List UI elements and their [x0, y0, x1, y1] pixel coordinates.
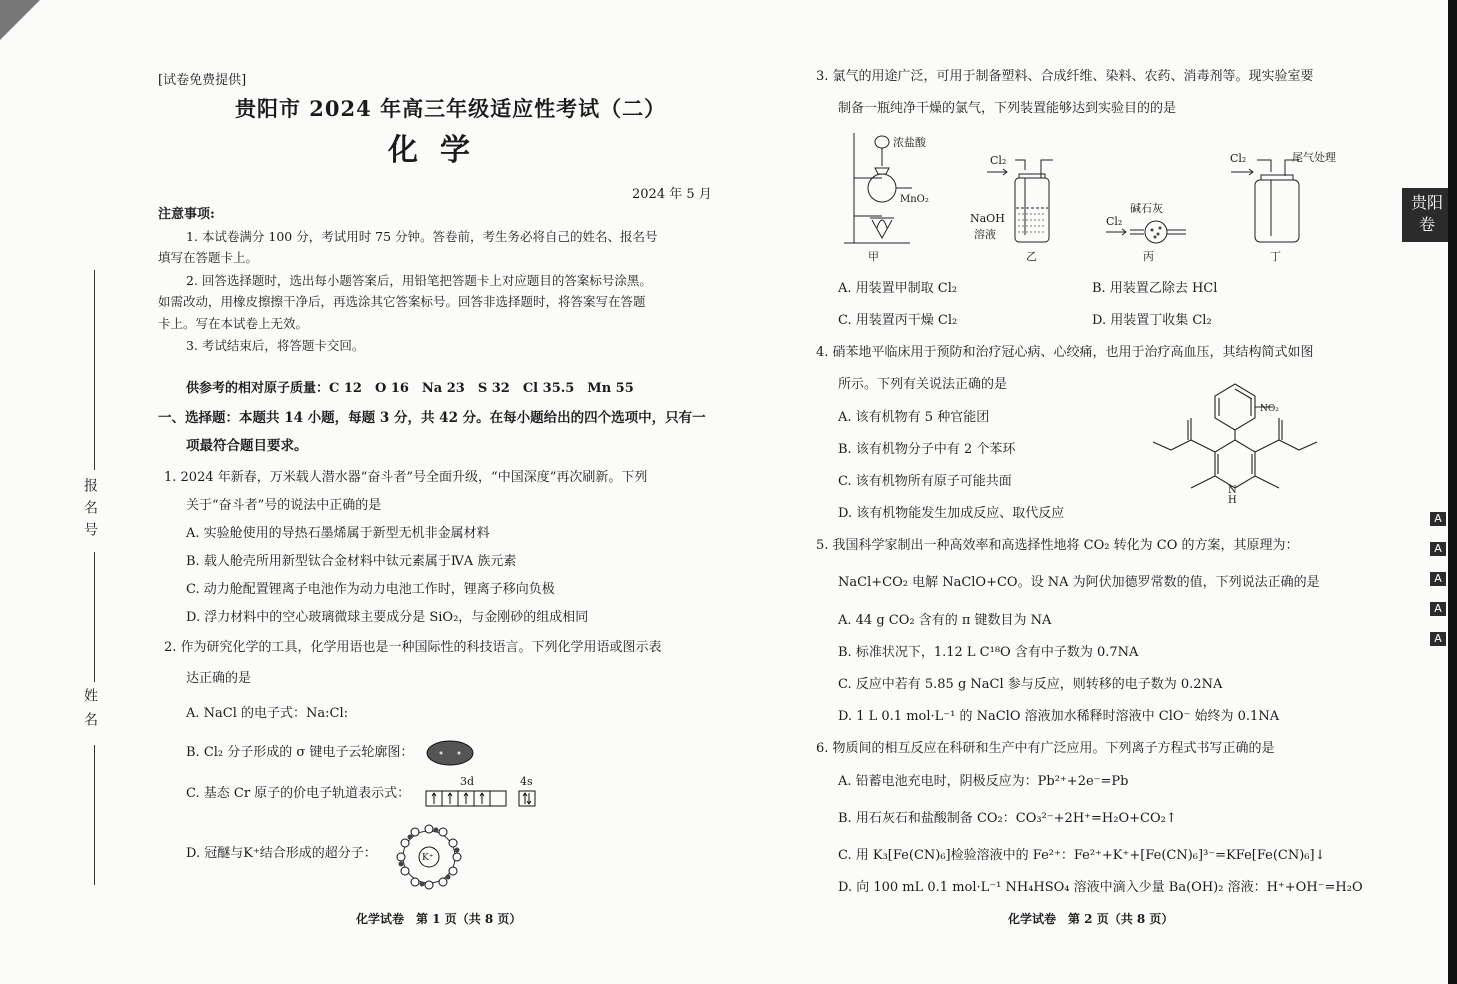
q2-stem-cont: 达正确的是: [186, 671, 252, 686]
binding-line: [94, 270, 95, 470]
q4-option-b: B. 该有机物分子中有 2 个苯环: [838, 442, 1016, 457]
side-label-registration: 报名号: [82, 478, 98, 544]
q5-option-a: A. 44 g CO₂ 含有的 π 键数目为 NA: [838, 613, 1052, 628]
q1-option-d: D. 浮力材料中的空心玻璃微球主要成分是 SiO₂，与金刚砂的组成相同: [186, 610, 589, 625]
q5-option-c: C. 反应中若有 5.85 g NaCl 参与反应，则转移的电子数为 0.2NA: [838, 677, 1223, 692]
a-mark: A: [1430, 542, 1446, 556]
q1-option-a: A. 实验舱使用的导热石墨烯属于新型无机非金属材料: [186, 526, 490, 541]
q3-option-c: C. 用装置丙干燥 Cl₂: [838, 313, 958, 328]
subject-title: 化学: [388, 133, 492, 168]
q4-option-a: A. 该有机物有 5 种官能团: [838, 410, 990, 425]
q2-option-b: B. Cl₂ 分子形成的 σ 键电子云轮廓图：: [186, 745, 414, 760]
q5-stem: 5. 我国科学家制出一种高效率和高选择性地将 CO₂ 转化为 CO 的方案，其原理为：: [816, 538, 1299, 553]
notice-line: 2. 回答选择题时，选出每小题答案后，用铅笔把答题卡上对应题目的答案标号涂黑。: [186, 273, 652, 288]
q4-stem: 4. 硝苯地平临床用于预防和治疗冠心病、心绞痛，也用于治疗高血压，其结构简式如图: [816, 345, 1314, 360]
page-1-footer: 化学试卷 第 1 页（共 8 页）: [356, 912, 522, 926]
a-mark: A: [1430, 572, 1446, 586]
region-tab-line1: 贵阳: [1410, 193, 1443, 212]
q5-option-d: D. 1 L 0.1 mol·L⁻¹ 的 NaClO 溶液加水稀释时溶液中 ClO⁻ 始终为 0.1NA: [838, 709, 1280, 724]
q1-option-c: C. 动力舱配置锂离子电池作为动力电池工作时，锂离子移向负极: [186, 582, 555, 597]
label-cl2-bing: Cl₂: [1106, 215, 1123, 228]
binding-line: [94, 552, 95, 682]
q6-option-b: B. 用石灰石和盐酸制备 CO₂：CO₃²⁻+2H⁺=H₂O+CO₂↑: [838, 811, 1177, 826]
free-tag: [试卷免费提供]: [158, 73, 247, 88]
side-label-name: 姓名: [82, 688, 98, 736]
section-heading-cont: 项最符合题目要求。: [186, 438, 308, 454]
a-mark: A: [1430, 632, 1446, 646]
q4-option-d: D. 该有机物能发生加成反应、取代反应: [838, 506, 1065, 521]
page-2-footer: 化学试卷 第 2 页（共 8 页）: [1008, 912, 1174, 926]
a-mark: A: [1430, 512, 1446, 526]
label-mno2: MnO₂: [900, 194, 929, 205]
orbital-3d-label: 3d: [460, 775, 475, 788]
label-tail-gas: 尾气处理: [1292, 151, 1336, 164]
q6-option-c: C. 用 K₃[Fe(CN)₆]检验溶液中的 Fe²⁺：Fe²⁺+K⁺+[Fe(CN)₆]³⁻=KFe[Fe(CN)₆]↓: [838, 848, 1326, 863]
label-naoh: NaOH: [970, 212, 1005, 225]
label-soda-lime: 碱石灰: [1130, 202, 1163, 215]
label-cl2-ding: Cl₂: [1230, 152, 1247, 165]
label-conc-hcl: 浓盐酸: [893, 136, 926, 149]
label-h: H: [1228, 495, 1237, 506]
q5-stem-cont: NaCl+CO₂ 电解 NaClO+CO。设 NA 为阿伏加德罗常数的值，下列说法正确的是: [838, 575, 1320, 590]
q3-option-a: A. 用装置甲制取 Cl₂: [838, 281, 958, 296]
q2-option-a: A. NaCl 的电子式：Na:Cl:: [186, 706, 349, 721]
notice-line: 1. 本试卷满分 100 分，考试用时 75 分钟。答卷前，考生务必将自己的姓名、报名号: [186, 229, 658, 244]
q1-option-b: B. 载人舱壳所用新型钛合金材料中钛元素属于ⅣA 族元素: [186, 554, 517, 569]
nifedipine-structure-icon: [1145, 378, 1345, 503]
sigma-bond-cloud-icon: [425, 738, 477, 768]
label-ding: 丁: [1270, 250, 1281, 263]
q3-stem: 3. 氯气的用途广泛，可用于制备塑料、合成纤维、染料、农药、消毒剂等。现实验室要: [816, 69, 1314, 84]
q1-stem: 1. 2024 年新春，万米载人潜水器“奋斗者”号全面升级，“中国深度”再次刷新。下列: [164, 470, 648, 485]
exam-title: 贵阳市 2024 年高三年级适应性考试（二）: [235, 96, 667, 121]
section-heading: 一、选择题：本题共 14 小题，每题 3 分，共 42 分。在每小题给出的四个选项中，只有一: [158, 410, 706, 426]
notice-line: 3. 考试结束后，将答题卡交回。: [186, 338, 365, 353]
q4-stem-cont: 所示。下列有关说法正确的是: [838, 377, 1008, 392]
orbital-diagram-icon: [425, 789, 540, 809]
notice-line: 如需改动，用橡皮擦擦干净后，再选涂其它答案标号。回答非选择题时，将答案写在答题: [158, 294, 646, 309]
notice-line: 填写在答题卡上。: [158, 250, 259, 265]
label-no2: NO₂: [1260, 404, 1279, 414]
label-bing: 丙: [1143, 250, 1154, 263]
binding-line: [94, 745, 95, 885]
q3-option-b: B. 用装置乙除去 HCl: [1092, 281, 1218, 296]
q3-option-d: D. 用装置丁收集 Cl₂: [1092, 313, 1212, 328]
q3-stem-cont: 制备一瓶纯净干燥的氯气，下列装置能够达到实验目的的是: [838, 101, 1177, 116]
region-tab-line2: 卷: [1418, 215, 1435, 234]
label-yi: 乙: [1026, 250, 1037, 263]
notice-heading: 注意事项:: [158, 207, 215, 222]
q2-option-c: C. 基态 Cr 原子的价电子轨道表示式：: [186, 786, 411, 801]
scan-edge: [1448, 0, 1457, 984]
orbital-4s-label: 4s: [520, 775, 533, 788]
label-solution: 溶液: [974, 228, 996, 241]
region-tab: [1402, 188, 1452, 242]
q2-stem: 2. 作为研究化学的工具，化学用语也是一种国际性的科技语言。下列化学用语或图示表: [164, 640, 662, 655]
scan-corner: [0, 0, 40, 40]
notice-line: 卡上。写在本试卷上无效。: [158, 316, 309, 331]
q6-option-d: D. 向 100 mL 0.1 mol·L⁻¹ NH₄HSO₄ 溶液中滴入少量 Ba(OH)₂ 溶液：H⁺+OH⁻=H₂O: [838, 880, 1363, 895]
label-n: N: [1228, 485, 1237, 496]
q1-stem-cont: 关于“奋斗者”号的说法中正确的是: [186, 498, 382, 513]
atomic-mass-ref: 供参考的相对原子质量：C 12 O 16 Na 23 S 32 Cl 35.5 Mn 55: [186, 381, 634, 396]
exam-date: 2024 年 5 月: [632, 187, 712, 202]
q4-option-c: C. 该有机物所有原子可能共面: [838, 474, 1012, 489]
q6-stem: 6. 物质间的相互反应在科研和生产中有广泛应用。下列离子方程式书写正确的是: [816, 741, 1275, 756]
q2-option-d: D. 冠醚与K⁺结合形成的超分子：: [186, 846, 377, 861]
q6-option-a: A. 铅蓄电池充电时，阴极反应为：Pb²⁺+2e⁻=Pb: [838, 774, 1129, 789]
label-cl2-yi: Cl₂: [990, 154, 1007, 167]
label-jia: 甲: [868, 250, 879, 263]
a-mark: A: [1430, 602, 1446, 616]
crown-k-label: K⁺: [422, 853, 434, 863]
q5-option-b: B. 标准状况下，1.12 L C¹⁸O 含有中子数为 0.7NA: [838, 645, 1139, 660]
